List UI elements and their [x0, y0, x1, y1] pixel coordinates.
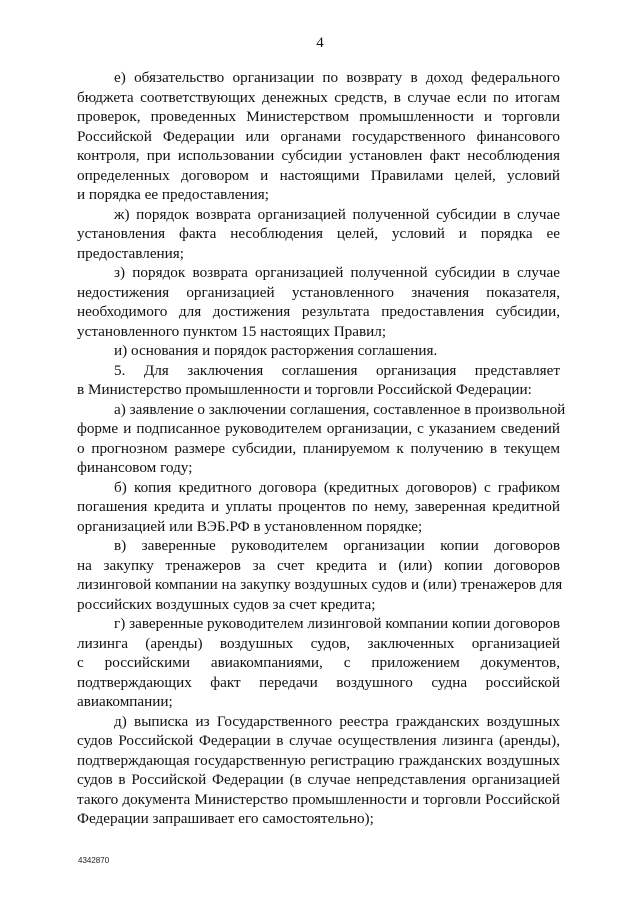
- text-line: установления факта несоблюдения целей, условий и порядка ее: [77, 225, 560, 242]
- text-line: организацией или ВЭБ.РФ в установленном порядке;: [77, 517, 423, 535]
- text-line: необходимого для достижения результата предоставления субсидии,: [77, 303, 560, 320]
- text-line: подтверждающая государственную регистрацию гражданских воздушных: [77, 751, 560, 769]
- text-line: бюджета соответствующих денежных средств, в случае если по итогам: [77, 88, 560, 106]
- text-line: судов в Российской Федерации (в случае непредставления организацией: [77, 771, 560, 788]
- text-line: форме и подписанное руководителем организации, с указанием сведений: [77, 420, 560, 437]
- text-line: г) заверенные руководителем лизинговой компании копии договоров: [114, 615, 561, 632]
- text-line: Российской Федерации или органами государственного финансового: [77, 127, 560, 145]
- text-line: проверок, проведенных Министерством промышленности и торговли: [77, 108, 560, 125]
- text-line: е) обязательство организации по возврату в доход федерального: [114, 69, 560, 86]
- text-line: российских воздушных судов за счет кредита;: [77, 595, 376, 613]
- text-line: недостижения организацией установленного значения показателя,: [77, 283, 560, 301]
- text-line: а) заявление о заключении соглашения, составленное в произвольной: [114, 400, 566, 418]
- text-line: авиакомпании;: [77, 693, 173, 710]
- page-number: 4: [316, 35, 324, 51]
- paragraph: [77, 536, 563, 614]
- paragraph: [77, 614, 560, 712]
- text-line: лизинга (аренды) воздушных судов, заключенных организацией: [77, 634, 560, 652]
- text-line: в Министерство промышленности и торговли Российской Федерации:: [77, 381, 532, 398]
- text-line: о прогнозном размере субсидии, планируемом к получению в текущем: [77, 439, 560, 457]
- text-line: установленного пунктом 15 настоящих Правил;: [77, 322, 387, 340]
- text-line: предоставления;: [77, 244, 185, 262]
- text-line: такого документа Министерство промышленности и торговли Российской: [77, 790, 560, 808]
- text-line: лизинговой компании на закупку воздушных судов и (или) тренажеров для: [77, 576, 563, 593]
- text-line: в) заверенные руководителем организации копии договоров: [114, 537, 560, 554]
- text-line: определенных договором и настоящими Правилами целей, условий: [77, 166, 560, 184]
- paragraph: [77, 341, 560, 361]
- document-body: [77, 68, 566, 829]
- text-line: д) выписка из Государственного реестра гражданских воздушных: [114, 712, 560, 730]
- text-line: з) порядок возврата организацией полученной субсидии в случае: [114, 264, 560, 281]
- paragraph: [77, 263, 560, 341]
- text-line: погашения кредита и уплаты процентов по нему, заверенная кредитной: [77, 498, 560, 515]
- document-code: 4342870: [78, 856, 110, 865]
- text-line: и порядка ее предоставления;: [77, 186, 269, 203]
- text-line: 5. Для заключения соглашения организация представляет: [114, 361, 560, 379]
- text-line: Федерации запрашивает его самостоятельно);: [77, 810, 374, 827]
- paragraph: [77, 712, 560, 829]
- text-line: подтверждающих факт передачи воздушного судна российской: [77, 673, 560, 691]
- paragraph: [77, 68, 560, 205]
- text-line: финансовом году;: [77, 459, 193, 476]
- paragraph: [77, 361, 560, 400]
- text-line: ж) порядок возврата организацией полученной субсидии в случае: [114, 205, 560, 223]
- text-line: с российскими авиакомпаниями, с приложением документов,: [77, 654, 560, 671]
- paragraph: [77, 400, 566, 478]
- text-line: б) копия кредитного договора (кредитных договоров) с графиком: [114, 478, 560, 496]
- paragraph: [77, 478, 560, 537]
- text-line: на закупку тренажеров за счет кредита и (или) копии договоров: [77, 556, 560, 574]
- text-line: судов Российской Федерации в случае осуществления лизинга (аренды),: [77, 732, 560, 749]
- text-line: и) основания и порядок расторжения соглашения.: [114, 342, 438, 359]
- paragraph: [77, 205, 560, 264]
- text-line: контроля, при использовании субсидии установлен факт несоблюдения: [77, 147, 560, 164]
